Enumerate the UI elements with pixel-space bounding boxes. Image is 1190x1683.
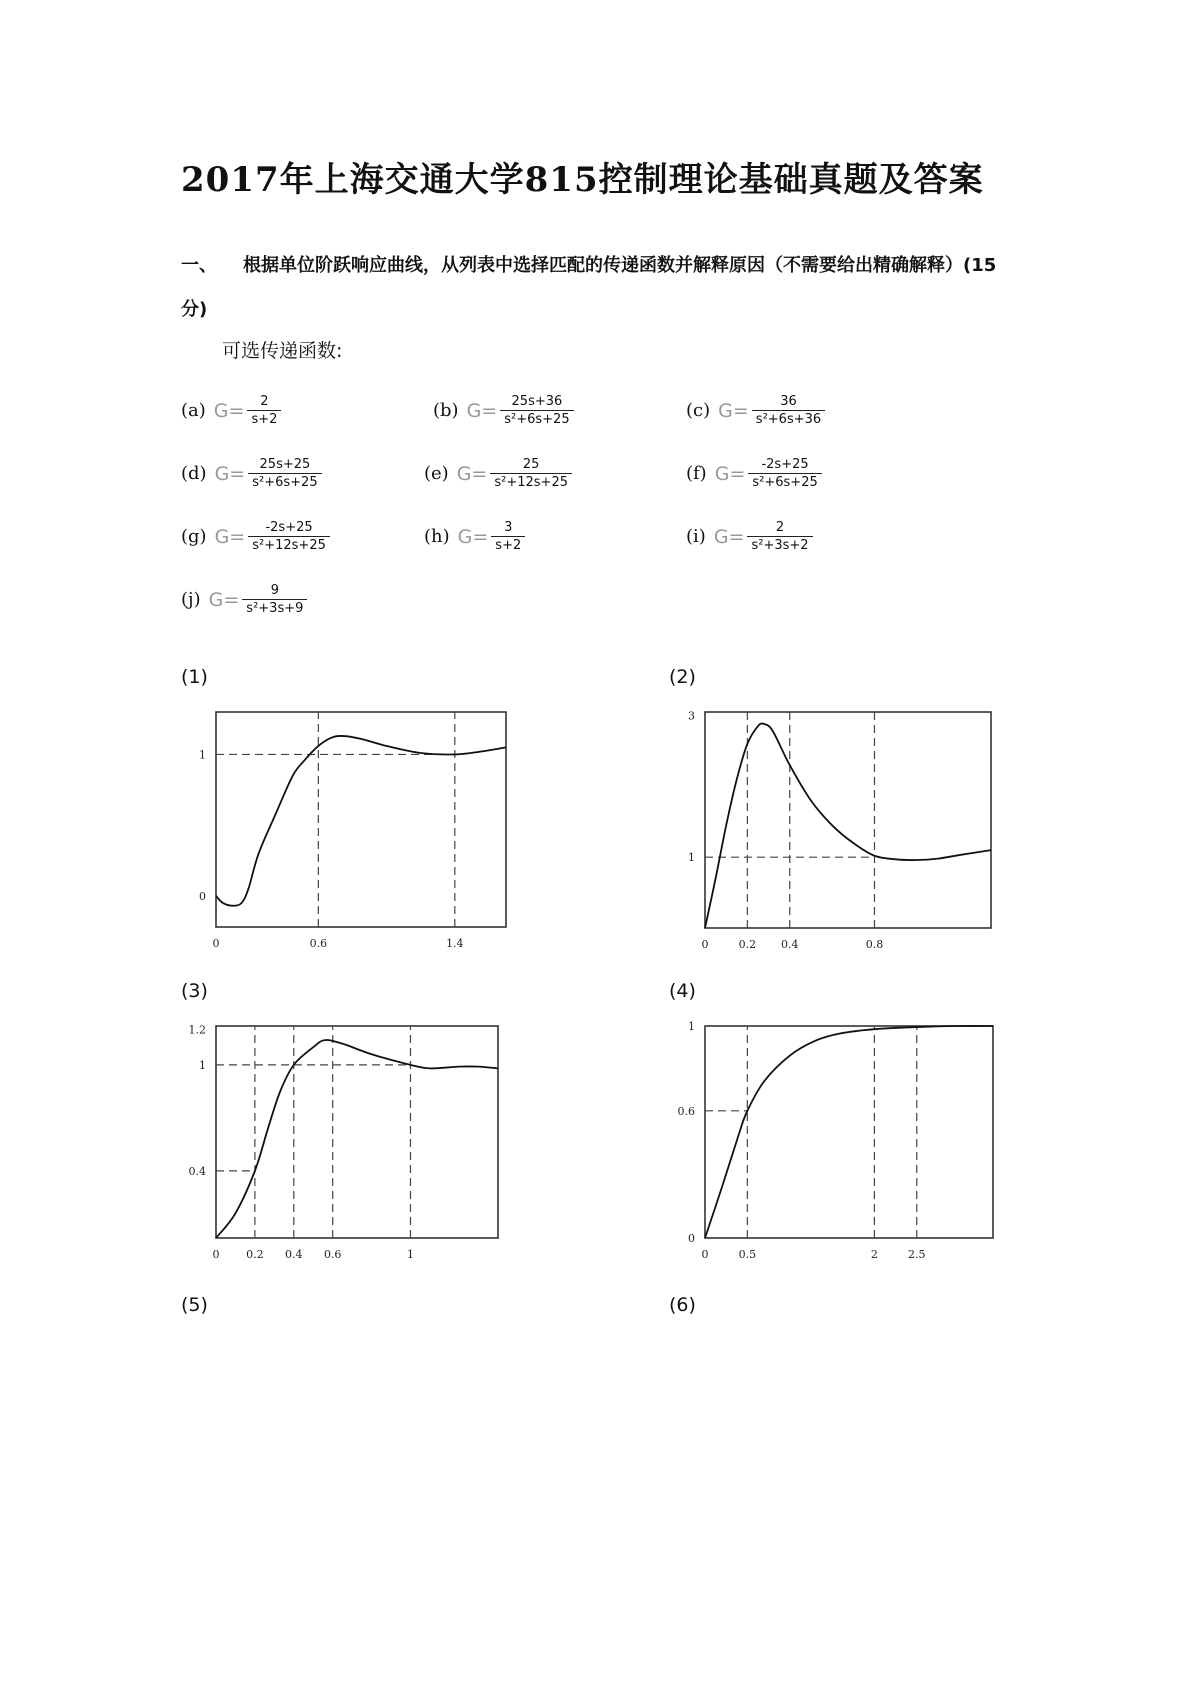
y-tick-label: 1.2	[188, 1023, 206, 1037]
plot-label-1: (1)	[181, 666, 208, 688]
tf-g: G=	[457, 525, 489, 548]
question-1	[181, 244, 1021, 332]
denominator: s²+12s+25	[490, 473, 572, 490]
y-tick-label: 0	[688, 1232, 695, 1245]
response-curve	[216, 1040, 498, 1238]
tf-g: G=	[213, 399, 245, 422]
tf-j	[181, 583, 307, 616]
denominator: s²+6s+36	[752, 410, 825, 427]
numerator: -2s+25	[761, 457, 809, 472]
tf-g: G=	[718, 399, 749, 422]
denominator: s²+12s+25	[248, 536, 330, 553]
tf-label: (i)	[686, 526, 706, 547]
plot-label-2: (2)	[669, 666, 696, 688]
x-tick-label: 2.5	[908, 1248, 926, 1261]
y-tick-label: 1	[688, 851, 695, 865]
tf-b	[433, 394, 574, 427]
y-tick-label: 0	[199, 889, 206, 903]
fraction	[247, 394, 281, 427]
tf-a	[181, 394, 281, 427]
subtitle: 可选传递函数:	[222, 340, 343, 362]
tf-d	[181, 457, 322, 490]
x-tick-label: 0.6	[323, 1248, 342, 1261]
tf-g: G=	[214, 462, 246, 485]
plot-frame	[216, 712, 506, 927]
tf-f	[686, 457, 822, 490]
x-tick-label: 0	[701, 938, 709, 951]
y-tick-label: 3	[688, 709, 695, 723]
tf-g: G=	[214, 525, 246, 548]
y-tick-label: 0.4	[188, 1164, 206, 1178]
denominator: s+2	[247, 410, 281, 427]
tf-label: (b)	[433, 400, 459, 421]
plot-frame	[216, 1026, 498, 1238]
denominator: s²+3s+2	[747, 536, 812, 553]
fraction	[500, 394, 573, 427]
plot-frame	[705, 1026, 993, 1238]
x-tick-label: 0.2	[246, 1248, 264, 1261]
x-tick-label: 2	[870, 1248, 878, 1261]
fraction	[752, 394, 825, 427]
denominator: s²+6s+25	[500, 410, 573, 427]
denominator: s²+6s+25	[748, 473, 821, 490]
x-tick-label: 0.5	[738, 1248, 757, 1261]
x-tick-label: 0.6	[309, 937, 328, 950]
x-tick-label: 0	[701, 1248, 709, 1261]
response-curve	[216, 736, 506, 906]
tf-g: G=	[208, 588, 240, 611]
plot-label-3: (3)	[181, 980, 208, 1002]
step-response-chart-3	[175, 1024, 515, 1274]
denominator: s+2	[491, 536, 525, 553]
step-response-chart-1	[175, 710, 515, 960]
fraction	[248, 520, 330, 553]
denominator: s²+3s+9	[242, 599, 307, 616]
numerator: 9	[270, 583, 279, 598]
question-text: 根据单位阶跃响应曲线，从列表中选择匹配的传递函数并解释原因（不需要给出精确解释）(15 分)	[181, 255, 997, 320]
x-tick-label: 1	[406, 1248, 414, 1261]
denominator: s²+6s+25	[248, 473, 321, 490]
tf-c	[686, 394, 825, 427]
numerator: 25	[522, 457, 540, 472]
fraction	[490, 457, 572, 490]
fraction	[242, 583, 307, 616]
x-tick-label: 0.2	[738, 938, 757, 951]
tf-label: (a)	[181, 400, 206, 421]
fraction	[747, 520, 812, 553]
tf-g: G=	[456, 462, 488, 485]
numerator: 2	[260, 394, 269, 409]
tf-g: G=	[466, 399, 498, 422]
numerator: 2	[775, 520, 785, 535]
x-tick-label: 0	[212, 937, 220, 950]
step-response-chart-2	[669, 710, 1009, 960]
tf-g	[181, 520, 330, 553]
numerator: 25s+25	[259, 457, 311, 472]
fraction	[248, 457, 321, 490]
tf-label: (j)	[181, 589, 201, 610]
tf-label: (h)	[424, 526, 450, 547]
tf-label: (d)	[181, 463, 207, 484]
tf-h	[424, 520, 525, 553]
response-curve	[705, 1026, 993, 1238]
tf-label: (g)	[181, 526, 207, 547]
x-tick-label: 0	[212, 1248, 220, 1261]
y-tick-label: 0.6	[677, 1104, 695, 1118]
y-tick-label: 1	[199, 748, 206, 762]
numerator: 36	[780, 394, 797, 409]
y-tick-label: 1	[199, 1058, 206, 1072]
plot-label-6: (6)	[669, 1294, 696, 1316]
numerator: 3	[504, 520, 513, 535]
tf-label: (e)	[424, 463, 449, 484]
tf-label: (c)	[686, 400, 711, 421]
fraction	[491, 520, 525, 553]
plot-label-4: (4)	[669, 980, 696, 1002]
tf-i	[686, 520, 813, 553]
y-tick-label: 1	[688, 1020, 695, 1033]
plot-label-5: (5)	[181, 1294, 208, 1316]
step-response-chart-4	[669, 1020, 1009, 1274]
numerator: -2s+25	[265, 520, 313, 535]
x-tick-label: 0.4	[780, 938, 799, 951]
x-tick-label: 1.4	[446, 937, 464, 950]
numerator: 25s+36	[511, 394, 563, 409]
x-tick-label: 0.4	[285, 1248, 303, 1261]
tf-g: G=	[714, 462, 746, 485]
question-number: 一、	[181, 255, 217, 276]
tf-g: G=	[713, 525, 745, 548]
fraction	[748, 457, 821, 490]
tf-label: (f)	[686, 463, 707, 484]
tf-e	[424, 457, 572, 490]
x-tick-label: 0.8	[865, 938, 884, 951]
page-title: 2017年上海交通大学815控制理论基础真题及答案	[181, 160, 984, 200]
